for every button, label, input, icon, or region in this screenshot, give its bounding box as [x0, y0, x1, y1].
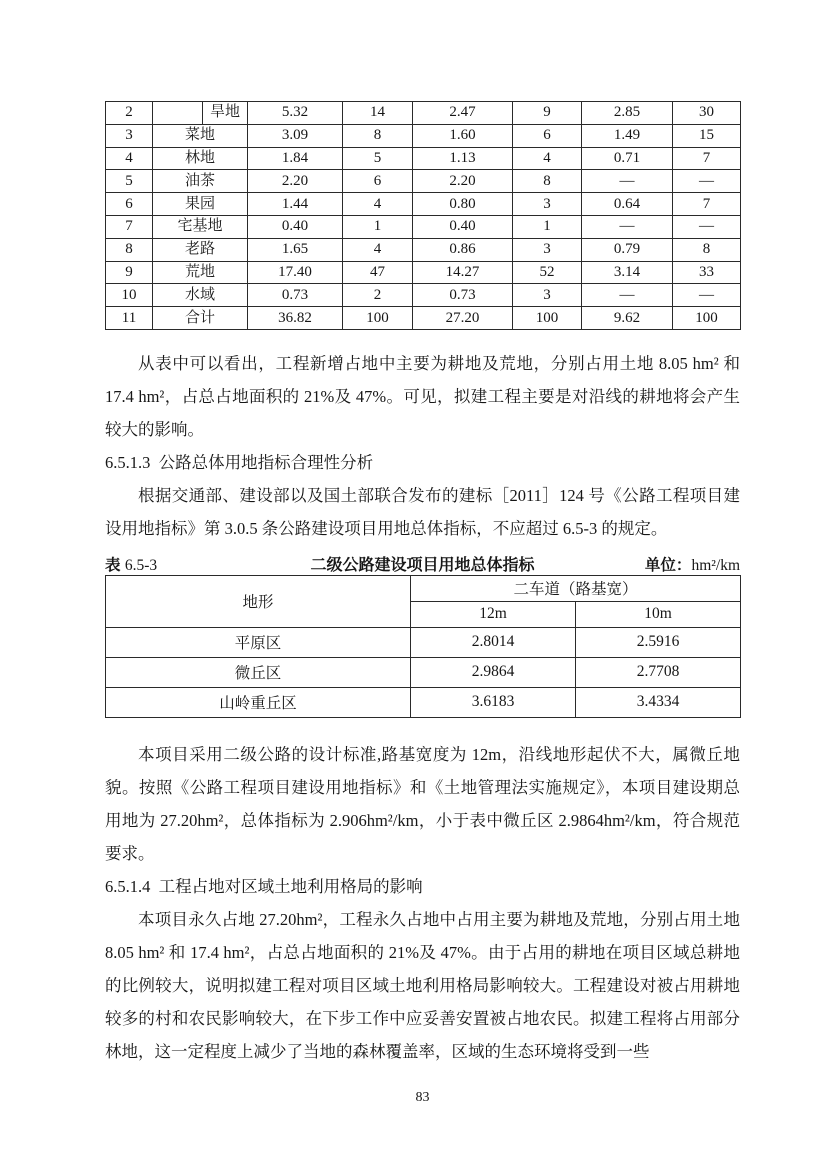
table-header-row — [106, 575, 741, 601]
cell-label: 菜地 — [153, 124, 248, 147]
cell-value: 0.73 — [248, 284, 343, 307]
cell-value: 9.62 — [582, 307, 673, 330]
cell-value: 2.20 — [248, 170, 343, 193]
section-heading-6-5-1-3: 6.5.1.3 公路总体用地指标合理性分析 — [105, 452, 374, 472]
cell-label: 荒地 — [153, 261, 248, 284]
cell-terrain: 平原区 — [106, 627, 411, 657]
cell-value: 1 — [513, 215, 582, 238]
cell-value: 8 — [673, 238, 741, 261]
cell-value: 2.47 — [413, 102, 513, 125]
cell-value: 7 — [673, 193, 741, 216]
cell-label: 合计 — [153, 307, 248, 330]
cell-value: 15 — [673, 124, 741, 147]
cell-value: 9 — [513, 102, 582, 125]
cell-no: 4 — [106, 147, 153, 170]
cell-value: 3 — [513, 193, 582, 216]
cell-value: 14.27 — [413, 261, 513, 284]
cell-value: 2.5916 — [576, 627, 741, 657]
cell-no: 3 — [106, 124, 153, 147]
cell-no: 8 — [106, 238, 153, 261]
cell-value: 2.20 — [413, 170, 513, 193]
cell-value: 2 — [343, 284, 413, 307]
cell-value: 0.80 — [413, 193, 513, 216]
caption-table-no: 6.5-3 — [124, 556, 158, 574]
cell-value: 0.73 — [413, 284, 513, 307]
cell-value: 4 — [343, 193, 413, 216]
cell-label: 油茶 — [153, 170, 248, 193]
cell-terrain: 微丘区 — [106, 657, 411, 687]
cell-label: 宅基地 — [153, 215, 248, 238]
cell-value: 100 — [513, 307, 582, 330]
caption-table-number — [105, 553, 311, 575]
section-heading-6-5-1-4: 6.5.1.4 工程占地对区域土地利用格局的影响 — [105, 876, 423, 896]
cell-value: 1.49 — [582, 124, 673, 147]
table-row — [106, 238, 741, 261]
cell-value: 8 — [343, 124, 413, 147]
cell-value: 2.7708 — [576, 657, 741, 687]
table-row — [106, 261, 741, 284]
header-lanes: 二车道（路基宽） — [411, 575, 741, 601]
cell-value: 4 — [513, 147, 582, 170]
cell-value: 3.6183 — [411, 687, 576, 717]
cell-value: 0.40 — [413, 215, 513, 238]
cell-value: 17.40 — [248, 261, 343, 284]
cell-value: 7 — [673, 147, 741, 170]
cell-label: 老路 — [153, 238, 248, 261]
cell-category-empty — [153, 102, 203, 125]
table-row — [106, 657, 741, 687]
header-terrain: 地形 — [106, 575, 411, 627]
cell-no: 11 — [106, 307, 153, 330]
road-standard-table — [105, 575, 741, 718]
cell-label: 旱地 — [203, 102, 248, 125]
cell-no: 2 — [106, 102, 153, 125]
cell-no: 5 — [106, 170, 153, 193]
table-row — [106, 170, 741, 193]
cell-value: 5.32 — [248, 102, 343, 125]
cell-value: 0.79 — [582, 238, 673, 261]
table-row — [106, 627, 741, 657]
cell-value: — — [673, 215, 741, 238]
table-6-5-3-caption — [105, 551, 740, 575]
table-row — [106, 124, 741, 147]
cell-value: 1.13 — [413, 147, 513, 170]
header-width-10m: 10m — [576, 601, 741, 627]
paragraph-standard-reference: 根据交通部、建设部以及国土部联合发布的建标［2011］124 号《公路工程项目建设用地指标》第 3.0.5 条公路建设项目用地总体指标，不应超过 6.5-3 的规定。 — [105, 485, 740, 538]
table-row — [106, 147, 741, 170]
cell-label: 林地 — [153, 147, 248, 170]
cell-value: 1.60 — [413, 124, 513, 147]
cell-value: 2.8014 — [411, 627, 576, 657]
cell-label: 水域 — [153, 284, 248, 307]
cell-value: 1.65 — [248, 238, 343, 261]
cell-value: 14 — [343, 102, 413, 125]
table-row — [106, 215, 741, 238]
table-row — [106, 687, 741, 717]
cell-value: 100 — [673, 307, 741, 330]
cell-value: 6 — [513, 124, 582, 147]
caption-table-word: 表 — [105, 556, 125, 574]
cell-value: 0.71 — [582, 147, 673, 170]
caption-title: 二级公路建设项目用地总体指标 — [310, 556, 535, 574]
cell-value: — — [582, 170, 673, 193]
cell-value: 27.20 — [413, 307, 513, 330]
cell-value: 3 — [513, 284, 582, 307]
table-row — [106, 284, 741, 307]
page-number: 83 — [415, 1089, 430, 1105]
cell-value: 3.4334 — [576, 687, 741, 717]
table-row — [106, 193, 741, 216]
cell-value: 2.85 — [582, 102, 673, 125]
cell-value: 36.82 — [248, 307, 343, 330]
cell-value: 1.84 — [248, 147, 343, 170]
cell-value: 0.64 — [582, 193, 673, 216]
cell-value: — — [673, 284, 741, 307]
cell-terrain: 山岭重丘区 — [106, 687, 411, 717]
cell-label: 果园 — [153, 193, 248, 216]
cell-value: 5 — [343, 147, 413, 170]
cell-value: 1 — [343, 215, 413, 238]
table-row — [106, 307, 741, 330]
paragraph-design-standard: 本项目采用二级公路的设计标准,路基宽度为 12m，沿线地形起伏不大，属微丘地貌。按照《公路工程项目建设用地指标》和《土地管理法实施规定》，本项目建设期总用地为 27.20hm²，总体指标为 2.906hm²/km，小于表中微丘区 2.9864hm²/km，符合规范要求。 — [105, 744, 740, 863]
header-width-12m: 12m — [411, 601, 576, 627]
cell-value: 33 — [673, 261, 741, 284]
paragraph-permanent-occupation: 本项目永久占地 27.20hm²，工程永久占地中占用主要为耕地及荒地，分别占用土地 8.05 hm² 和 17.4 hm²，占总占地面积的 21%及 47%。由于占用的耕地在项目区域总耕地的比例较大，说明拟建工程对项目区域土地利用格局影响较大。工程建设对被占用耕地较多的村和农民影响较大，在下步工作中应妥善安置被占地农民。拟建工程将占用部分林地，这一定程度上减少了当地的森林覆盖率，区域的生态环境将受到一些 — [105, 909, 740, 1061]
cell-value: 0.86 — [413, 238, 513, 261]
cell-value: 3.09 — [248, 124, 343, 147]
cell-value: 30 — [673, 102, 741, 125]
table-row — [106, 102, 741, 125]
paragraph-land-occupation-analysis: 从表中可以看出，工程新增占地中主要为耕地及荒地，分别占用土地 8.05 hm² 和 17.4 hm²，占总占地面积的 21%及 47%。可见，拟建工程主要是对沿线的耕地将会产生较大的影响。 — [105, 353, 740, 439]
cell-value: 6 — [343, 170, 413, 193]
caption-unit — [535, 553, 741, 575]
cell-value: 0.40 — [248, 215, 343, 238]
cell-value: 8 — [513, 170, 582, 193]
cell-value: 3.14 — [582, 261, 673, 284]
caption-unit-label: 单位： — [644, 556, 692, 574]
cell-no: 10 — [106, 284, 153, 307]
cell-value: 2.9864 — [411, 657, 576, 687]
cell-value: — — [582, 284, 673, 307]
caption-unit-value: hm²/km — [691, 556, 741, 574]
cell-value: 4 — [343, 238, 413, 261]
cell-value: 1.44 — [248, 193, 343, 216]
cell-no: 6 — [106, 193, 153, 216]
cell-value: 52 — [513, 261, 582, 284]
cell-value: — — [582, 215, 673, 238]
cell-no: 9 — [106, 261, 153, 284]
cell-value: 47 — [343, 261, 413, 284]
cell-no: 7 — [106, 215, 153, 238]
cell-value: — — [673, 170, 741, 193]
cell-value: 100 — [343, 307, 413, 330]
land-use-table — [105, 101, 741, 330]
cell-value: 3 — [513, 238, 582, 261]
